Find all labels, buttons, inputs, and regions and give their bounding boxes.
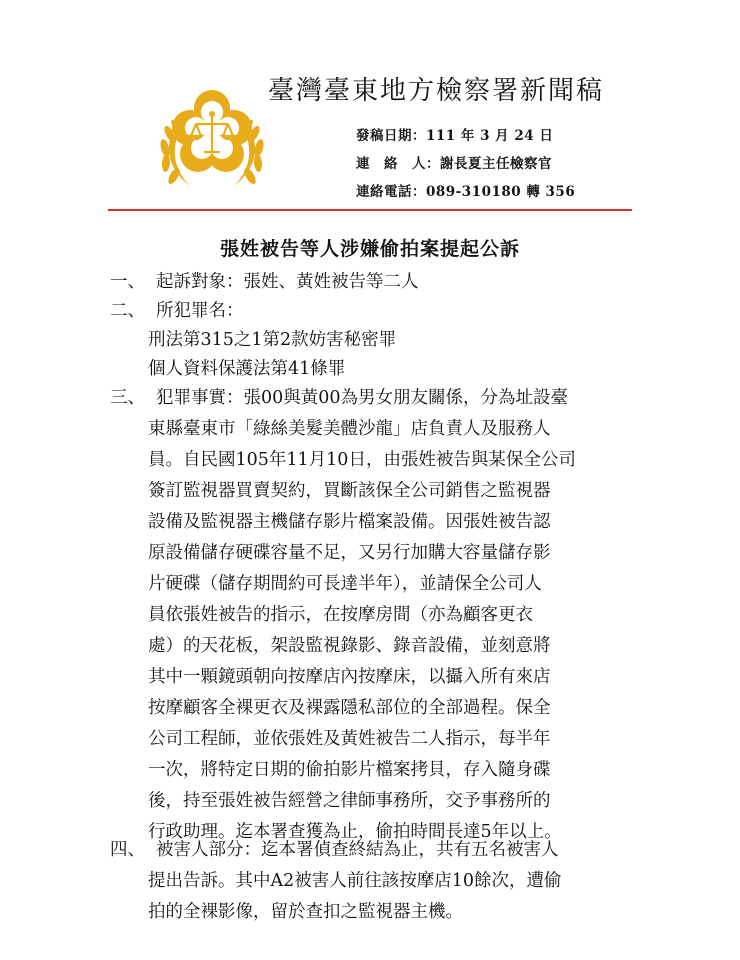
section-number: 二、 xyxy=(110,301,145,321)
paragraph-line: 按摩顧客全裸更衣及裸露隱私部位的全部過程。保全 xyxy=(148,698,551,718)
paragraph-line: 公司工程師，並依張姓及黃姓被告二人指示，每半年 xyxy=(148,729,551,749)
paragraph-line: 處）的天花板，架設監視錄影、錄音設備，並刻意將 xyxy=(148,636,551,656)
paragraph-line: 員。自民國105年11月10日，由張姓被告與某保全公司 xyxy=(148,450,576,470)
paragraph-line: 員依張姓被告的指示，在按摩房間（亦為顧客更衣 xyxy=(148,605,533,625)
paragraph-line: 原設備儲存硬碟容量不足，又另行加購大容量儲存影 xyxy=(148,543,551,563)
section-number: 一、 xyxy=(110,272,145,292)
office-title: 臺灣臺東地方檢察署新聞稿 xyxy=(268,76,605,106)
paragraph-line: 行政助理。迄本署查獲為止，偷拍時間長達5年以上。 xyxy=(148,822,562,842)
section-heading: 犯罪事實：張00與黃00為男女朋友關係，分為址設臺 xyxy=(156,388,569,408)
contact-phone: 連絡電話：089-310180 轉 356 xyxy=(356,184,576,200)
prosecutors-emblem-icon xyxy=(150,78,274,196)
release-title: 張姓被告等人涉嫌偷拍案提起公訴 xyxy=(219,238,520,260)
section-number: 三、 xyxy=(110,388,145,408)
header-divider xyxy=(108,209,632,211)
charge-line: 刑法第315之1第2款妨害秘密罪 xyxy=(148,330,397,350)
section-heading: 被害人部分：迄本署偵查終結為止，共有五名被害人 xyxy=(156,840,559,860)
paragraph-line: 後，持至張姓被告經營之律師事務所，交予事務所的 xyxy=(148,791,551,811)
section-number: 四、 xyxy=(110,840,145,860)
section-heading: 所犯罪名： xyxy=(156,301,244,321)
release-date: 發稿日期：111 年 3 月 24 日 xyxy=(356,128,554,144)
paragraph-line: 東縣臺東市「綠絲美髮美體沙龍」店負責人及服務人 xyxy=(148,419,551,439)
paragraph-line: 提出告訴。其中A2被害人前往該按摩店10餘次，遭偷 xyxy=(148,871,562,891)
paragraph-line: 片硬碟（儲存期間約可長達半年），並請保全公司人 xyxy=(148,574,542,594)
paragraph-line: 拍的全裸影像，留於查扣之監視器主機。 xyxy=(148,902,463,922)
paragraph-line: 簽訂監視器買賣契約，買斷該保全公司銷售之監視器 xyxy=(148,481,551,501)
section-heading: 起訴對象：張姓、黃姓被告等二人 xyxy=(156,272,419,292)
paragraph-line: 其中一顆鏡頭朝向按摩店內按摩床，以攝入所有來店 xyxy=(148,667,551,687)
contact-person: 連 絡 人：謝長夏主任檢察官 xyxy=(356,156,552,172)
paragraph-line: 設備及監視器主機儲存影片檔案設備。因張姓被告認 xyxy=(148,512,551,532)
charge-line: 個人資料保護法第41條罪 xyxy=(148,359,346,379)
paragraph-line: 一次，將特定日期的偷拍影片檔案拷貝，存入隨身碟 xyxy=(148,760,551,780)
